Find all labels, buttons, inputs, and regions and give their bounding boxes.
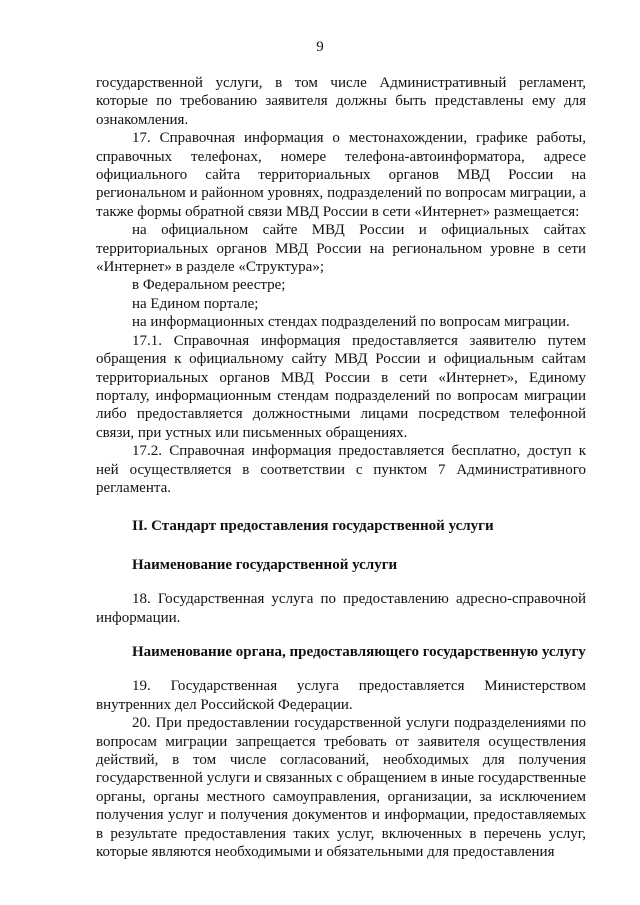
- spacer: [96, 627, 586, 643]
- section-title: II. Стандарт предоставления государственной услуги: [132, 518, 494, 535]
- paragraph-17-item-site: на официальном сайте МВД России и официальных сайтах территориальных органов МВД России на региональном уровне в сети «Интернет» в разделе «Структура»;: [96, 222, 586, 276]
- heading-organ-name: Наименование органа, предоставляющего государственную услугу: [132, 643, 586, 660]
- paragraph-17-2: 17.2. Справочная информация предоставляется бесплатно, доступ к ней осуществляется в соответствии с пунктом 7 Административного регламента.: [96, 443, 586, 496]
- paragraph-continuation: государственной услуги, в том числе Административный регламент, которые по требованию заявителя должны быть представлены ему для ознакомления.: [96, 75, 586, 128]
- paragraph-17-item-registry: в Федеральном реестре;: [132, 277, 286, 294]
- spacer: [96, 661, 586, 677]
- paragraph-17-1: 17.1. Справочная информация предоставляется заявителю путем обращения к официальному сайту МВД России и официальным сайтам территориальных органов МВД России в сети «Интернет», Единому порталу, информационным стендам подразделений по вопросам миграции либо предоставляется должностными лицами посредством телефонной связи, при устных или письменных обращениях.: [96, 332, 586, 441]
- paragraph-18: 18. Государственная услуга по предоставлению адресно-справочной информации.: [96, 591, 586, 626]
- paragraph-17-item-stands: на информационных стендах подразделений по вопросам миграции.: [132, 314, 570, 331]
- page-number: 9: [316, 39, 324, 55]
- paragraph-17: 17. Справочная информация о местонахождении, графике работы, справочных телефонах, номере телефона-автоинформатора, адресе официального сайта территориальных органов МВД России на региональном и районном уровнях, подразделений по вопросам миграции, а также формы обратной связи МВД России в сети «Интернет» размещается:: [96, 130, 586, 220]
- page-body: [96, 74, 586, 861]
- spacer: [96, 574, 586, 590]
- spacer: [96, 497, 586, 517]
- spacer: [96, 536, 586, 556]
- paragraph-20: 20. При предоставлении государственной услуги подразделениями по вопросам миграции запрещается требовать от заявителя осуществления действий, в том числе согласований, необходимых для получения государственной услуги и связанных с обращением в иные государственные органы, органы местного самоуправления, организации, за исключением получения услуг и получения документов и информации, предоставляемых в результате предоставления таких услуг, включенных в перечень услуг, которые являются необходимыми и обязательными для предоставления: [96, 715, 586, 861]
- paragraph-19: 19. Государственная услуга предоставляется Министерством внутренних дел Российской Федерации.: [96, 678, 586, 713]
- paragraph-17-item-portal: на Едином портале;: [132, 295, 259, 312]
- heading-service-name: Наименование государственной услуги: [132, 556, 398, 573]
